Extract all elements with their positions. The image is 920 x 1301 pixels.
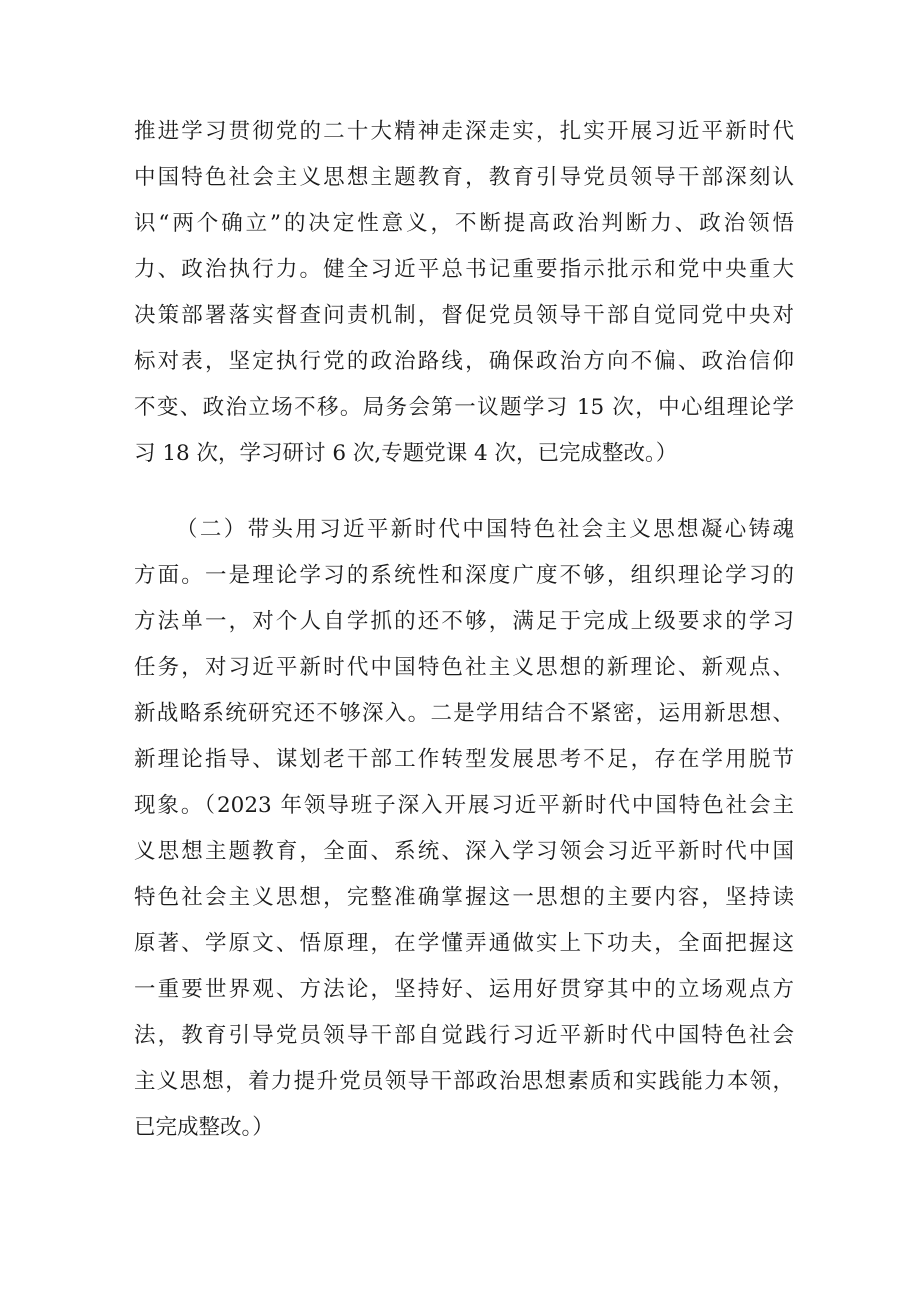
text-line: 识“两个确立”的决定性意义，不断提高政治判断力、政治领悟 [134, 211, 794, 236]
text-line: 特色社会主义思想，完整准确掌握这一思想的主要内容，坚持读 [134, 885, 794, 910]
text-line: 推进学习贯彻党的二十大精神走深走实，扎实开展习近平新时代 [134, 119, 794, 144]
text-line: 习 18 次，学习研讨 6 次,专题党课 4 次，已完成整改。） [134, 441, 678, 466]
text-line: 原著、学原文、悟原理，在学懂弄通做实上下功夫，全面把握这 [134, 931, 794, 956]
text-line: 不变、政治立场不移。局务会第一议题学习 15 次，中心组理论学 [134, 395, 794, 420]
text-line: 现象。（2023 年领导班子深入开展习近平新时代中国特色社会主 [134, 793, 794, 818]
paragraph-heading-line: （二）带头用习近平新时代中国特色社会主义思想凝心铸魂 [176, 517, 794, 542]
text-line: 义思想主题教育，全面、系统、深入学习领会习近平新时代中国 [134, 839, 794, 864]
text-line: 新理论指导、谋划老干部工作转型发展思考不足，存在学用脱节 [134, 747, 794, 772]
text-line: 方法单一，对个人自学抓的还不够，满足于完成上级要求的学习 [134, 609, 794, 634]
text-line: 已完成整改。） [134, 1115, 274, 1140]
text-line: 力、政治执行力。健全习近平总书记重要指示批示和党中央重大 [134, 257, 794, 282]
text-line: 标对表，坚定执行党的政治路线，确保政治方向不偏、政治信仰 [134, 349, 794, 374]
text-line: 主义思想，着力提升党员领导干部政治思想素质和实践能力本领， [134, 1069, 794, 1094]
text-line: 法，教育引导党员领导干部自觉践行习近平新时代中国特色社会 [134, 1023, 794, 1048]
text-line: 新战略系统研究还不够深入。二是学用结合不紧密，运用新思想、 [134, 701, 794, 726]
text-line: 决策部署落实督查问责机制，督促党员领导干部自觉同党中央对 [134, 303, 794, 328]
text-line: 方面。一是理论学习的系统性和深度广度不够，组织理论学习的 [134, 563, 794, 588]
text-line: 一重要世界观、方法论，坚持好、运用好贯穿其中的立场观点方 [134, 977, 794, 1002]
text-line: 中国特色社会主义思想主题教育，教育引导党员领导干部深刻认 [134, 165, 794, 190]
text-line: 任务，对习近平新时代中国特色社主义思想的新理论、新观点、 [134, 655, 794, 680]
